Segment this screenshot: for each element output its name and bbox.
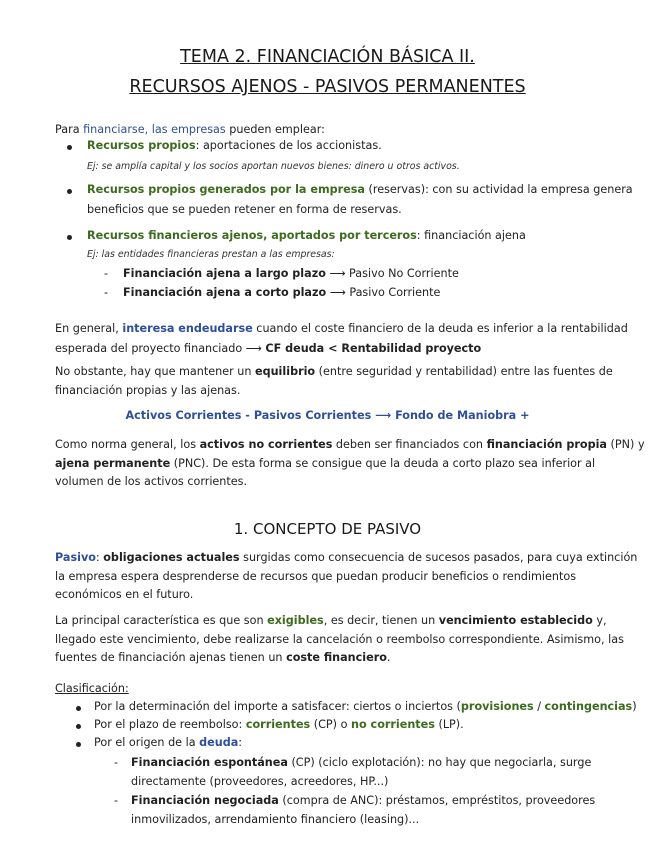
clasif-origen: Por el origen de la deuda: [94, 736, 243, 749]
origen-espontanea-line1: Financiación espontánea (CP) (ciclo explotación): no hay que negociarla, surge [131, 756, 592, 769]
para-equilibrio-line1: No obstante, hay que mantener un equilibrio (entre seguridad y rentabilidad) entre las fuentes de [55, 365, 613, 378]
sub-largo-plazo: Financiación ajena a largo plazo ⟶ Pasivo No Corriente [123, 267, 459, 280]
document-page: TEMA 2. FINANCIACIÓN BÁSICA II. RECURSOS AJENOS - PASIVOS PERMANENTES Para financiarse, las empresas pueden emplear: Recursos propios: aportaciones de los accionistas. Ej: se amplía capital y los socios aportan nuevos bienes: dinero u otros activos. Recursos propios generados por la empresa (reservas): con su actividad la empresa genera beneficios que se pueden retener en forma de reservas. Recursos financieros ajenos, aportados por terceros: financiación ajena Ej: las entidades financieras prestan a las empresas: - Financiación ajena a largo plazo ⟶ Pasivo No Corriente - Financiación ajena a corto plazo ⟶ Pasivo Corriente En general, interesa endeudarse cuando el coste financiero de la deuda es inferior a la rentabilidad esperada del proyecto financiado ⟶ CF deuda < Rentabilidad proyecto No obstante, hay que mantener un equilibrio (entre seguridad y rentabilidad) entre las fuentes de financiación propias y las ajenas. Activos Corrientes - Pasivos Corrientes ⟶ Fondo de Maniobra + Como norma general, los activos no corrientes deben ser financiados con financiación propia (PN) y ajena permanente (PNC). De esta forma se consigue que la deuda a corto plazo sea inferior al volumen de los activos corrientes. 1. CONCEPTO DE PASIVO Pasivo: obligaciones actuales surgidas como consecuencia de sucesos pasados, para cuya extinción la empresa espera desprenderse de recursos que puedan producir beneficios o rendimientos económicos en el futuro. La principal característica es que son exigibles, es decir, tienen un vencimiento establecido y, llegado este vencimiento, debe realizarse la cancelación o reembolso correspondiente. Asimismo, las fuentes de financiación ajenas tienen un coste financiero. Clasificación: Por la determinación del importe a satisfacer: ciertos o inciertos (provisiones / contingencias) Por el plazo de reembolso: corrientes (CP) o no corrientes (LP). Por el origen de la deuda: - Financiación espontánea (CP) (ciclo explotación): no hay que negociarla, surge directamente (proveedores, acreedores, HP...) - Financiación negociada (compra de ANC): préstamos, empréstitos, proveedores inmovilizados, arrendamiento financiero (leasing)... [0, 0, 655, 848]
origen-negociada-line1: Financiación negociada (compra de ANC): préstamos, empréstitos, proveedores [131, 794, 596, 807]
para-norma-line3: volumen de los activos corrientes. [55, 475, 248, 488]
clasif-plazo: Por el plazo de reembolso: corrientes (CP) o no corrientes (LP). [94, 718, 464, 731]
sub-corto-plazo: Financiación ajena a corto plazo ⟶ Pasivo Corriente [123, 286, 441, 299]
resource-generados: Recursos propios generados por la empresa (reservas): con su actividad la empresa genera [87, 183, 633, 196]
resource-propios-example: Ej: se amplía capital y los socios aportan nuevos bienes: dinero u otros activos. [87, 161, 460, 172]
fondo-maniobra-formula: Activos Corrientes - Pasivos Corrientes ⟶ Fondo de Maniobra + [125, 409, 530, 422]
para-general-line1: En general, interesa endeudarse cuando el coste financiero de la deuda es inferior a la rentabilidad [55, 322, 628, 335]
para-general-line2: esperada del proyecto financiado ⟶ CF deuda < Rentabilidad proyecto [55, 342, 482, 355]
bullet-icon [76, 724, 81, 729]
resource-generados-line2: beneficios que se pueden retener en forma de reservas. [87, 203, 402, 216]
para-norma-line2: ajena permanente (PNC). De esta forma se consigue que la deuda a corto plazo sea inferior al [55, 457, 596, 470]
title-line-1: TEMA 2. FINANCIACIÓN BÁSICA II. [180, 47, 475, 67]
bullet-icon [76, 742, 81, 747]
resource-ajenos: Recursos financieros ajenos, aportados por terceros: financiación ajena [87, 229, 526, 242]
def-line3: económicos en el futuro. [55, 588, 194, 601]
def-line1: Pasivo: obligaciones actuales surgidas como consecuencia de sucesos pasados, para cuya extinción [55, 551, 638, 564]
carac-line2: llegado este vencimiento, debe realizarse la cancelación o reembolso correspondiente. Asimismo, las [55, 633, 624, 646]
section-heading: 1. CONCEPTO DE PASIVO [233, 520, 422, 538]
origen-espontanea-line2: directamente (proveedores, acreedores, HP...) [131, 775, 389, 788]
clasificacion-label: Clasificación: [55, 682, 129, 695]
carac-line1: La principal característica es que son exigibles, es decir, tienen un vencimiento establecido y, [55, 614, 607, 627]
carac-line3: fuentes de financiación ajenas tienen un coste financiero. [55, 651, 391, 664]
para-norma-line1: Como norma general, los activos no corrientes deben ser financiados con financiación propia (PN) y [55, 438, 645, 451]
clasif-importe: Por la determinación del importe a satisfacer: ciertos o inciertos (provisiones / contingencias) [94, 700, 637, 713]
bullet-icon [67, 145, 72, 150]
title-line-2: RECURSOS AJENOS - PASIVOS PERMANENTES [129, 77, 526, 97]
def-line2: la empresa espera desprenderse de recursos que puedan producir beneficios o rendimientos [55, 570, 577, 583]
bullet-icon [67, 189, 72, 194]
resource-propios: Recursos propios: aportaciones de los accionistas. [87, 139, 382, 152]
para-equilibrio-line2: financiación propias y las ajenas. [55, 384, 241, 397]
bullet-icon [67, 235, 72, 240]
bullet-icon [76, 706, 81, 711]
origen-negociada-line2: inmovilizados, arrendamiento financiero (leasing)... [131, 813, 420, 826]
intro-highlight: financiarse, las empresas [83, 123, 226, 136]
intro-text: Para financiarse, las empresas pueden emplear: [55, 123, 325, 136]
resource-ajenos-example: Ej: las entidades financieras prestan a las empresas: [87, 249, 335, 260]
